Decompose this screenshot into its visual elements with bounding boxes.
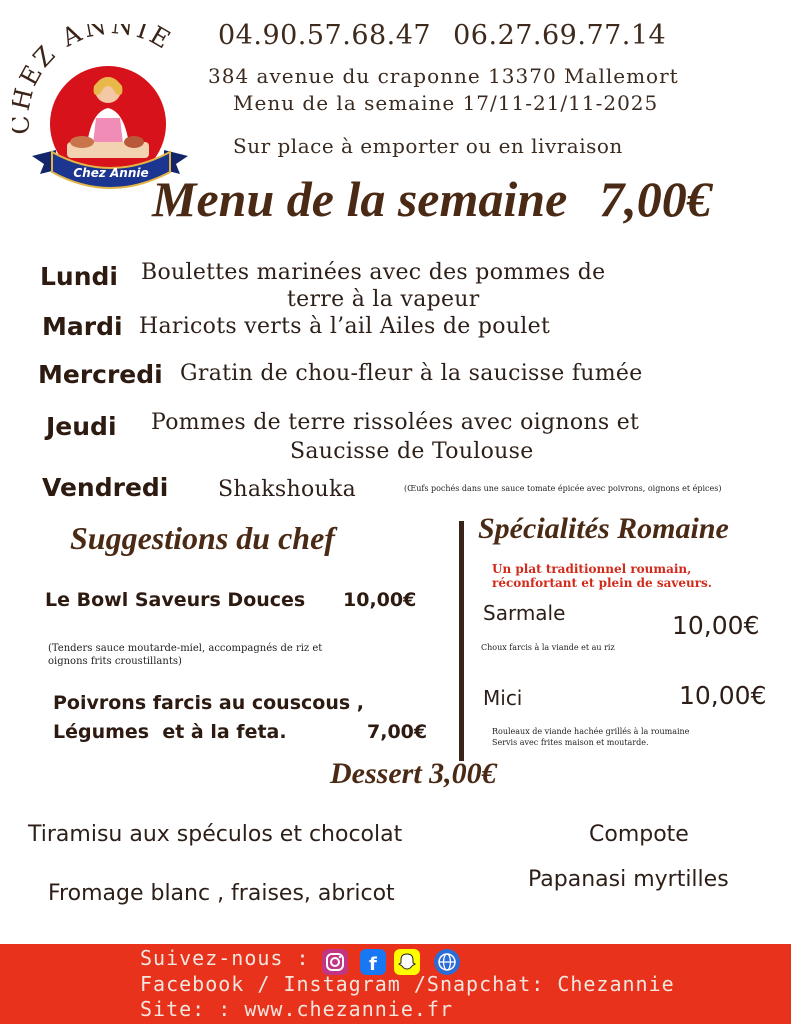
romaine-tagline-line2: réconfortant et plein de saveurs. bbox=[492, 576, 712, 590]
logo-ribbon-text: Chez Annie bbox=[73, 166, 149, 180]
dish-wednesday: Gratin de chou-fleur à la saucisse fumée bbox=[180, 361, 643, 386]
dish-monday-line2: terre à la vapeur bbox=[287, 287, 480, 312]
day-thursday: Jeudi bbox=[46, 412, 117, 441]
menu-week: Menu de la semaine 17/11-21/11-2025 bbox=[233, 91, 659, 115]
day-wednesday: Mercredi bbox=[38, 360, 163, 389]
romaine-section-title: Spécialités Romaine bbox=[478, 512, 729, 545]
dish-monday-line1: Boulettes marinées avec des pommes de bbox=[141, 260, 606, 285]
chef-item-2-price: 7,00€ bbox=[367, 721, 428, 743]
romaine-item-2-price: 10,00€ bbox=[679, 681, 767, 710]
footer-bar bbox=[0, 944, 791, 1024]
dessert-item-papanasi: Papanasi myrtilles bbox=[528, 867, 729, 892]
romaine-item-1-name: Sarmale bbox=[483, 601, 566, 625]
svg-text:f: f bbox=[369, 954, 377, 975]
day-tuesday: Mardi bbox=[42, 312, 123, 341]
dessert-title: Dessert 3,00€ bbox=[330, 757, 497, 790]
day-friday: Vendredi bbox=[42, 473, 169, 502]
phone-2[interactable]: 06.27.69.77.14 bbox=[453, 20, 667, 51]
romaine-item-2-note-line2: Servis avec frites maison et moutarde. bbox=[492, 738, 649, 747]
logo-arc-text: EZ ANNIE bbox=[13, 24, 178, 91]
address: 384 avenue du craponne 13370 Mallemort bbox=[208, 64, 679, 88]
headline-text: Menu de la semaine bbox=[152, 171, 568, 227]
dish-tuesday: Haricots verts à l’ail Ailes de poulet bbox=[139, 314, 551, 339]
footer-follow: Suivez-nous : bbox=[140, 946, 310, 970]
chef-item-2-line1: Poivrons farcis au couscous , bbox=[53, 692, 365, 714]
service-options: Sur place à emporter ou en livraison bbox=[233, 134, 623, 158]
romaine-item-2-note-line1: Rouleaux de viande hachée grillés à la roumaine bbox=[492, 727, 690, 736]
chef-item-1-name: Le Bowl Saveurs Douces bbox=[45, 589, 306, 611]
dessert-item-tiramisu: Tiramisu aux spéculos et chocolat bbox=[28, 822, 403, 847]
romaine-tagline-line1: Un plat traditionnel roumain, bbox=[492, 562, 692, 576]
chef-item-1-note-line2: oignons frits croustillants) bbox=[48, 656, 182, 667]
menu-headline bbox=[152, 170, 712, 228]
section-divider bbox=[459, 521, 464, 761]
chef-section-title: Suggestions du chef bbox=[70, 520, 335, 556]
footer-socials: Facebook / Instagram /Snapchat: Chezannie bbox=[140, 972, 675, 996]
phone-1[interactable]: 04.90.57.68.47 bbox=[218, 20, 432, 51]
chef-item-1-price: 10,00€ bbox=[343, 589, 417, 611]
dish-friday: Shakshouka bbox=[218, 477, 357, 502]
romaine-item-2-name: Mici bbox=[483, 686, 523, 710]
day-monday: Lundi bbox=[40, 262, 118, 291]
footer-site[interactable]: Site: : www.chezannie.fr bbox=[140, 997, 453, 1021]
chef-item-2-line2: Légumes et à la feta. bbox=[53, 721, 287, 743]
dessert-item-fromage: Fromage blanc , fraises, abricot bbox=[48, 881, 395, 906]
headline-price: 7,00€ bbox=[599, 171, 712, 227]
romaine-item-1-price: 10,00€ bbox=[672, 611, 760, 640]
restaurant-logo bbox=[12, 24, 212, 194]
phone-numbers bbox=[218, 20, 688, 51]
dish-thursday-line1: Pommes de terre rissolées avec oignons et bbox=[151, 410, 640, 435]
dish-thursday-line2: Saucisse de Toulouse bbox=[290, 439, 534, 464]
romaine-item-1-note: Choux farcis à la viande et au riz bbox=[481, 643, 615, 652]
dessert-item-compote: Compote bbox=[589, 822, 689, 847]
chef-item-1-note-line1: (Tenders sauce moutarde-miel, accompagnés de riz et bbox=[48, 643, 323, 654]
dish-friday-note: (Œufs pochés dans une sauce tomate épicée avec poivrons, oignons et épices) bbox=[404, 484, 722, 493]
